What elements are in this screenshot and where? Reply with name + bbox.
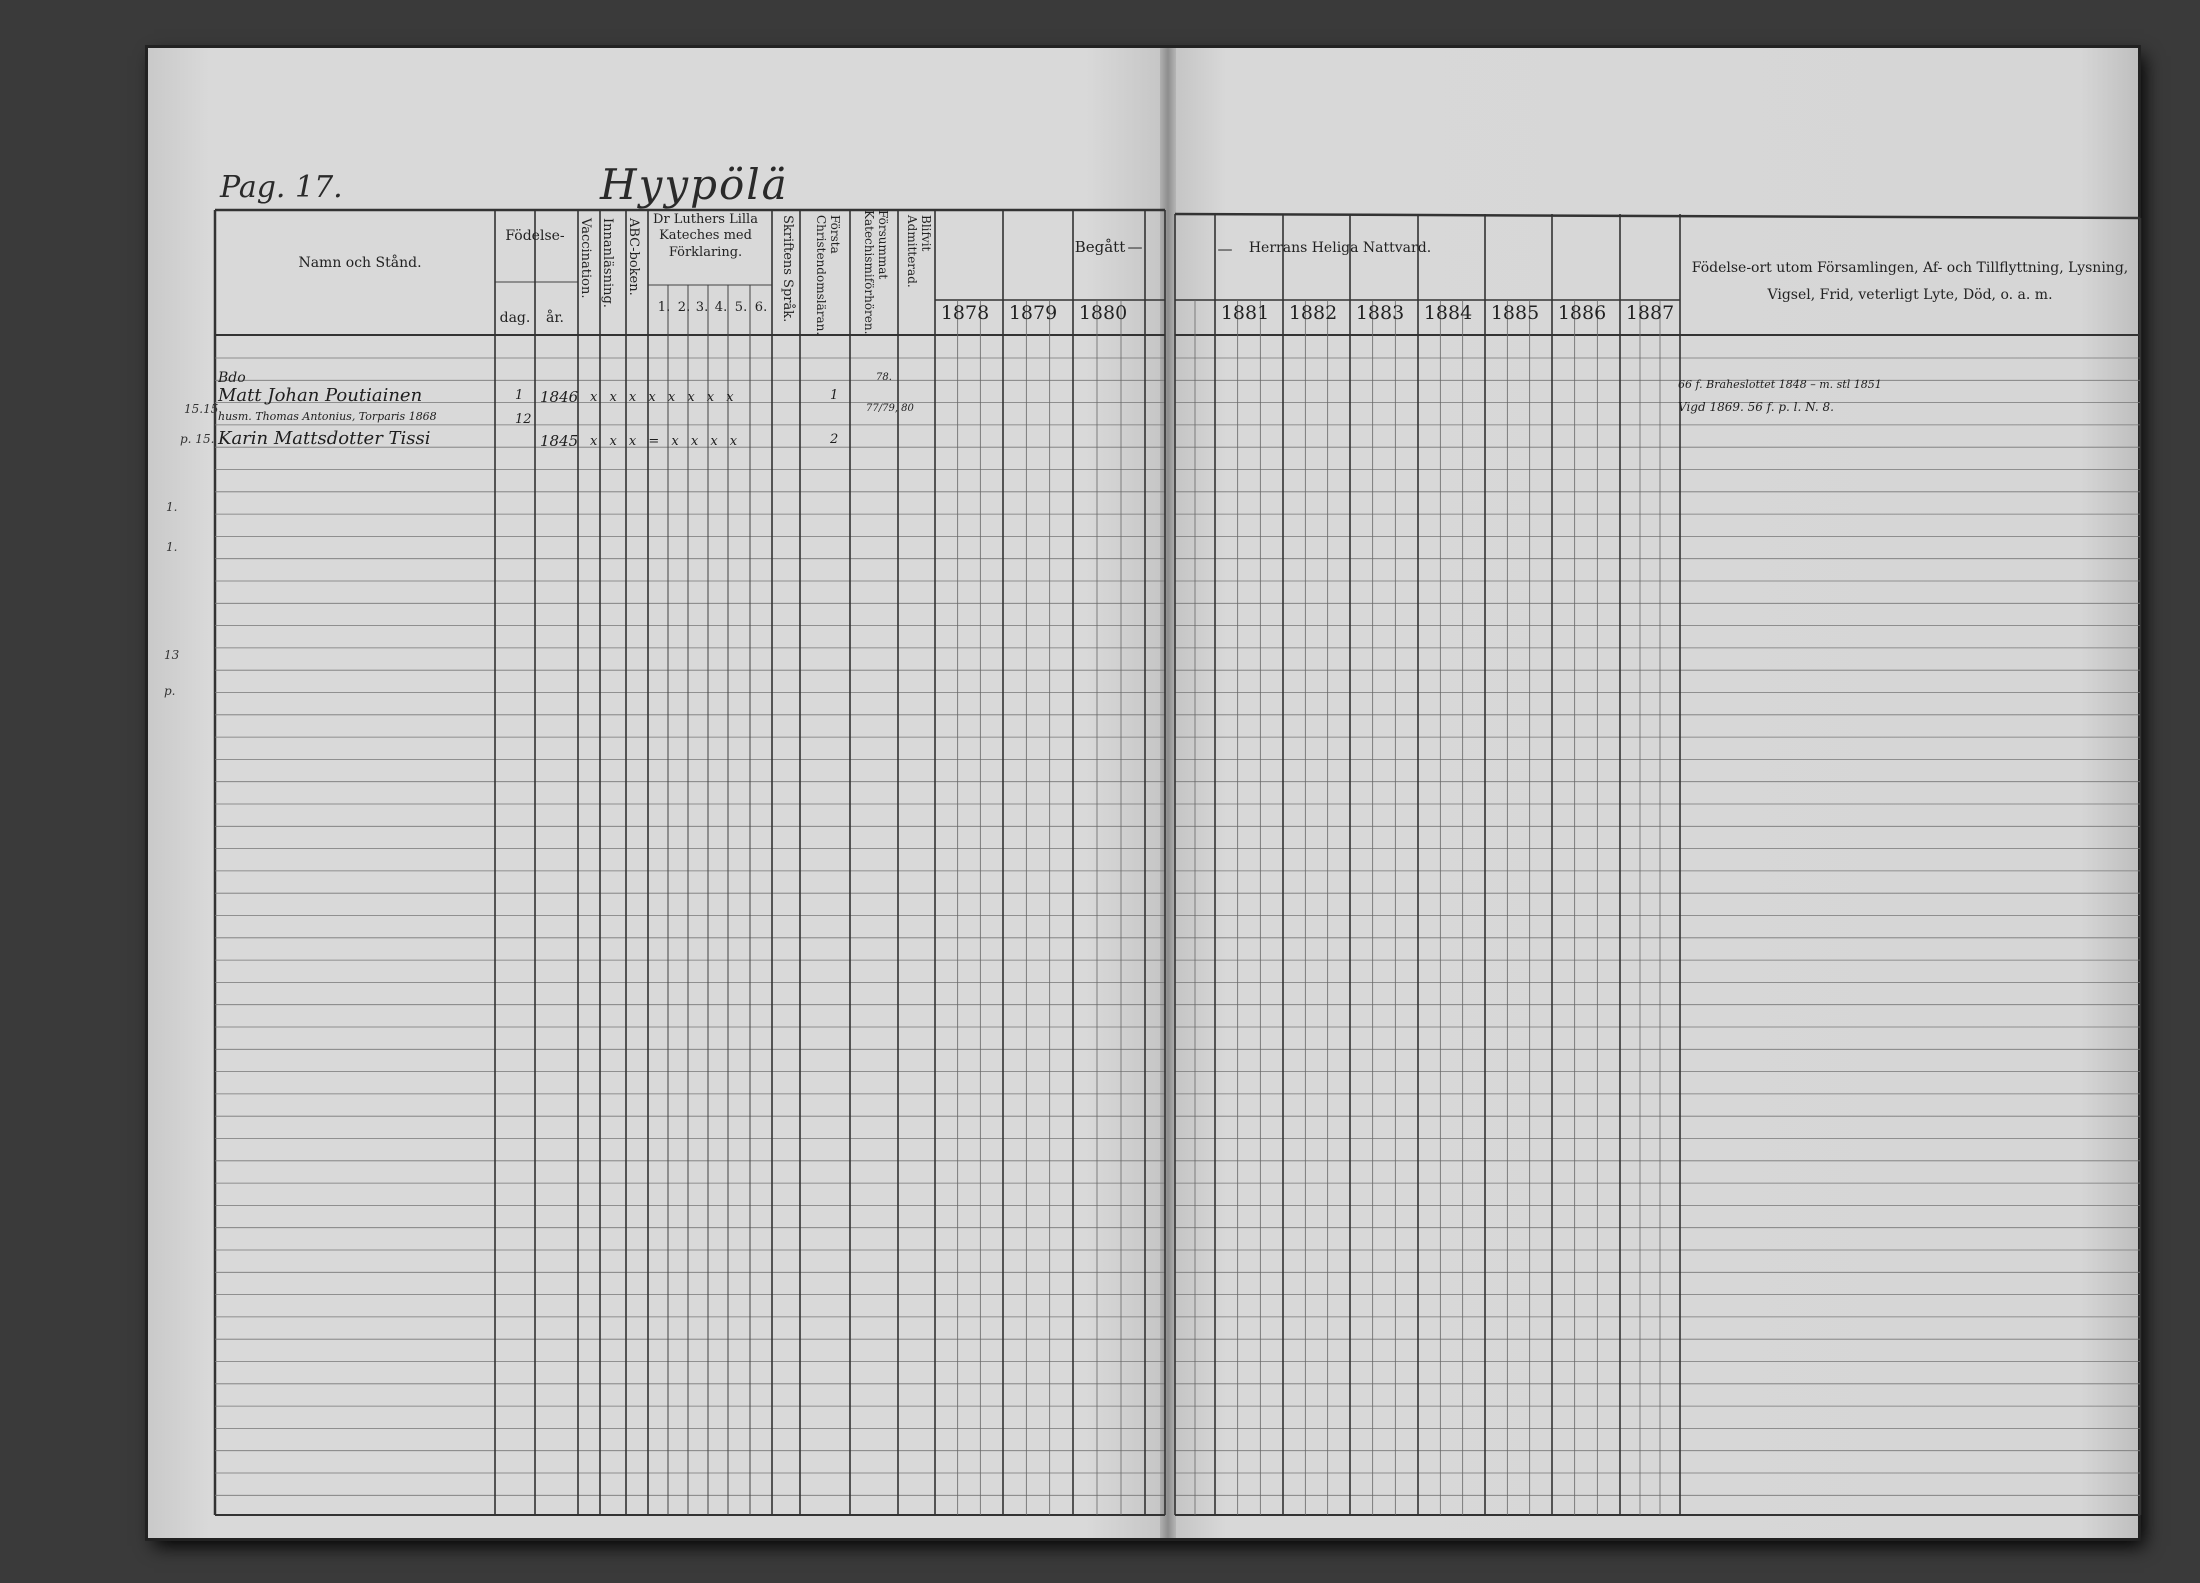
side-mark-3: 13 [164, 648, 180, 662]
entry-2-missed: 77/79, 80 [866, 403, 914, 414]
header-herrans: Herrans Heliga Nattvard. [1248, 240, 1432, 256]
catechism-part-6: 6. [754, 300, 768, 315]
year-header-1881: 1881 [1220, 302, 1270, 324]
header-dash-right: — [1217, 240, 1233, 258]
header-name: Namn och Stånd. [298, 255, 422, 271]
entry-1-missed: 78. [876, 372, 892, 383]
margin-note-2: p. 15. [180, 432, 215, 446]
page-number: Pag. 17. [220, 170, 343, 205]
header-catechism: Dr Luthers Lilla Kateches med Förklaring. [653, 212, 758, 260]
entry-2-christ: 2 [830, 432, 839, 447]
header-remarks: Födelse-ort utom Församlingen, Af- och Tillflyttning, Lysning, Vigsel, Frid, veterligt Lyte, Död, o. a. m. [1691, 260, 2129, 303]
year-header-1879: 1879 [1008, 302, 1058, 324]
year-header-1887: 1887 [1625, 302, 1675, 324]
entry-1-subline: husm. Thomas Antonius, Torparis 1868 [218, 410, 437, 423]
year-header-1878: 1878 [940, 302, 990, 324]
year-header-1884: 1884 [1423, 302, 1473, 324]
catechism-part-5: 5. [734, 300, 748, 315]
entry-1-marks: x x x x x x x x [590, 390, 738, 405]
year-header-1886: 1886 [1557, 302, 1607, 324]
catechism-part-1: 1. [657, 300, 671, 315]
year-header-1883: 1883 [1355, 302, 1405, 324]
header-abc: ABC-boken. [626, 218, 641, 296]
entry-2-birth-year: 1845 [540, 432, 579, 450]
margin-note-1: 15.15 [184, 402, 219, 416]
header-christian-doctrine: Första Christendomsläran. [814, 215, 842, 336]
entry-1-prefix: Bdo [218, 370, 246, 386]
entry-1-christ: 1 [830, 388, 839, 403]
entry-1-name: Matt Johan Poutiainen [218, 385, 423, 406]
side-mark-4: p. [164, 684, 176, 698]
header-admitted: Blifvit Admitterad. [905, 215, 933, 288]
entry-2-marks: x x x = x x x x [590, 434, 742, 449]
village-name: Hyypölä [600, 160, 789, 209]
catechism-part-3: 3. [695, 300, 709, 315]
entry-1-remark: 66 f. Braheslottet 1848 – m. stl 1851 [1678, 378, 1882, 391]
side-mark-1: 1. [166, 500, 178, 514]
header-begatt: Begått [1074, 238, 1126, 256]
side-mark-2: 1. [166, 540, 178, 554]
header-dash-left: — [1127, 238, 1143, 256]
entry-2-birth-day: 12 [515, 412, 532, 427]
frame-top-right [1175, 214, 2140, 218]
header-birth-day: dag. [499, 310, 531, 326]
header-scripture: Skriftens Språk. [780, 215, 795, 323]
header-reading: Innanläsning. [600, 218, 615, 308]
catechism-part-4: 4. [714, 300, 728, 315]
header-birth-year: år. [546, 310, 564, 326]
catechism-part-2: 2. [677, 300, 691, 315]
header-birth: Födelse- [505, 228, 565, 244]
entry-2-remark: Vigd 1869. 56 f. p. l. N. 8. [1678, 400, 1834, 414]
year-header-1885: 1885 [1490, 302, 1540, 324]
year-header-1882: 1882 [1288, 302, 1338, 324]
header-vaccination: Vaccination. [578, 218, 593, 299]
entry-1-birth-year: 1846 [540, 388, 579, 406]
entry-1-birth-day: 1 [515, 388, 524, 403]
entry-2-name: Karin Mattsdotter Tissi [218, 428, 431, 449]
year-header-1880: 1880 [1078, 302, 1128, 324]
header-missed-hearing: Försummat Katechismiförhören. [862, 210, 890, 335]
